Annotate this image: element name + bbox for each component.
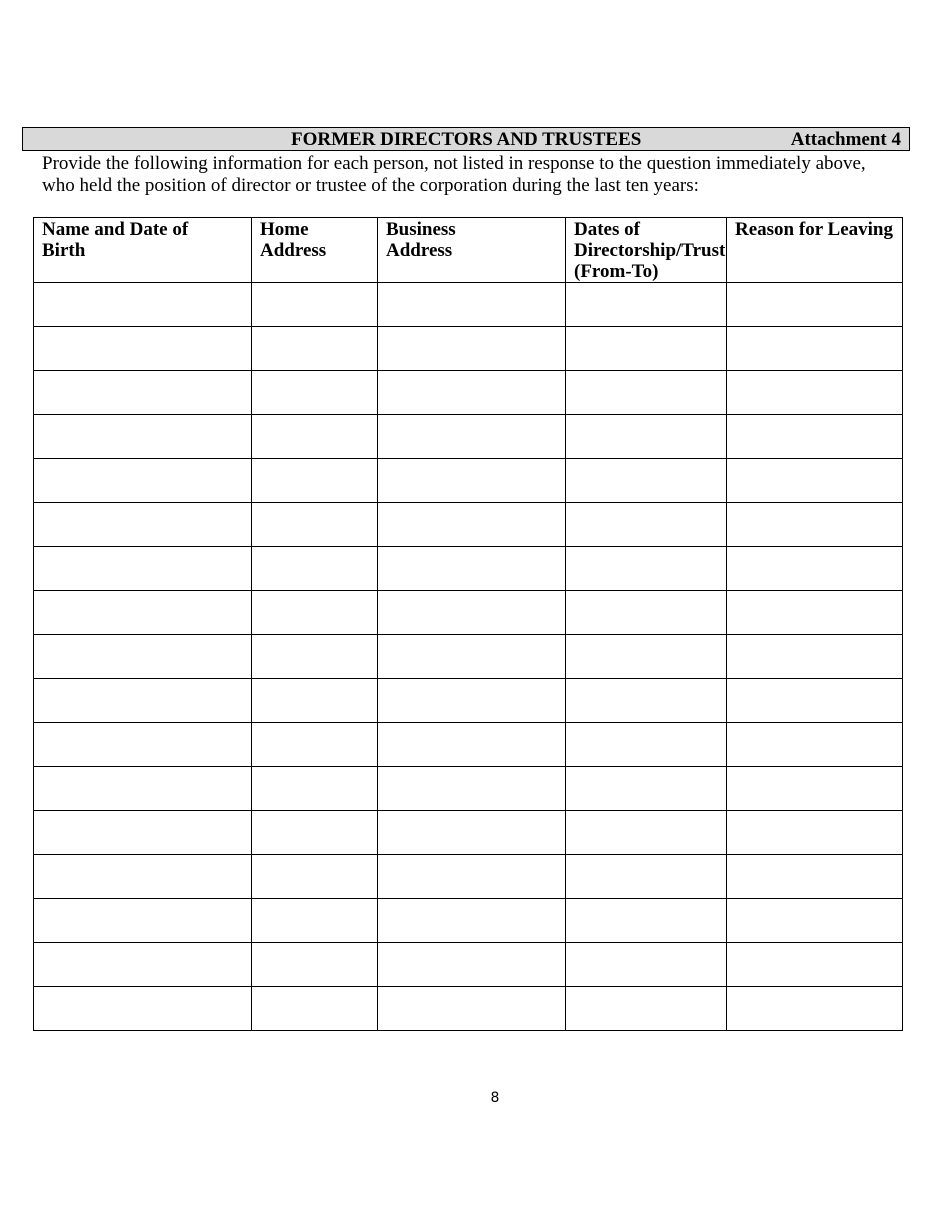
table-cell[interactable]	[252, 943, 378, 987]
table-cell[interactable]	[566, 767, 727, 811]
table-cell[interactable]	[566, 679, 727, 723]
table-cell[interactable]	[252, 503, 378, 547]
column-header-business-address: Business Address	[378, 218, 566, 283]
table-cell[interactable]	[566, 547, 727, 591]
table-cell[interactable]	[378, 943, 566, 987]
table-cell[interactable]	[252, 459, 378, 503]
attachment-label: Attachment 4	[790, 129, 901, 150]
table-cell[interactable]	[34, 635, 252, 679]
section-title: FORMER DIRECTORS AND TRUSTEES	[291, 129, 642, 150]
table-cell[interactable]	[252, 547, 378, 591]
table-row	[34, 899, 903, 943]
table-cell[interactable]	[727, 283, 903, 327]
table-cell[interactable]	[252, 327, 378, 371]
table-row	[34, 283, 903, 327]
table-row	[34, 547, 903, 591]
table-row	[34, 459, 903, 503]
instructions-line-2: who held the position of director or trustee of the corporation during the last ten years:	[42, 175, 699, 196]
table-cell[interactable]	[566, 459, 727, 503]
table-row	[34, 327, 903, 371]
table-cell[interactable]	[566, 811, 727, 855]
table-cell[interactable]	[34, 283, 252, 327]
table-row	[34, 591, 903, 635]
table-cell[interactable]	[727, 591, 903, 635]
table-cell[interactable]	[378, 327, 566, 371]
table-row	[34, 855, 903, 899]
table-header-row	[34, 218, 903, 283]
table-cell[interactable]	[34, 371, 252, 415]
table-cell[interactable]	[566, 371, 727, 415]
table-cell[interactable]	[34, 987, 252, 1031]
table-cell[interactable]	[378, 679, 566, 723]
table-cell[interactable]	[252, 679, 378, 723]
table-cell[interactable]	[252, 371, 378, 415]
table-cell[interactable]	[34, 591, 252, 635]
table-cell[interactable]	[252, 635, 378, 679]
table-cell[interactable]	[252, 723, 378, 767]
table-row	[34, 811, 903, 855]
table-cell[interactable]	[727, 635, 903, 679]
column-header-reason-for-leaving: Reason for Leaving	[727, 218, 903, 283]
table-cell[interactable]	[34, 459, 252, 503]
table-cell[interactable]	[378, 591, 566, 635]
table-cell[interactable]	[34, 899, 252, 943]
table-cell[interactable]	[566, 943, 727, 987]
table-cell[interactable]	[727, 415, 903, 459]
table-cell[interactable]	[34, 723, 252, 767]
table-row	[34, 767, 903, 811]
table-cell[interactable]	[34, 855, 252, 899]
table-cell[interactable]	[34, 547, 252, 591]
table-cell[interactable]	[378, 987, 566, 1031]
table-cell[interactable]	[566, 899, 727, 943]
table-cell[interactable]	[727, 371, 903, 415]
table-cell[interactable]	[34, 503, 252, 547]
table-cell[interactable]	[727, 679, 903, 723]
table-cell[interactable]	[378, 459, 566, 503]
table-cell[interactable]	[378, 415, 566, 459]
page-number: 8	[490, 1090, 500, 1106]
table-cell[interactable]	[566, 855, 727, 899]
table-row	[34, 635, 903, 679]
table-body	[34, 283, 903, 1031]
table-cell[interactable]	[378, 855, 566, 899]
former-directors-table	[33, 217, 903, 1031]
table-cell[interactable]	[727, 855, 903, 899]
table-cell[interactable]	[34, 327, 252, 371]
instructions-line-1: Provide the following information for each person, not listed in response to the question immediately above,	[42, 153, 866, 174]
table-cell[interactable]	[252, 987, 378, 1031]
column-header-name-dob: Name and Date of Birth	[34, 218, 252, 283]
table-cell[interactable]	[378, 503, 566, 547]
table-cell[interactable]	[378, 547, 566, 591]
table-cell[interactable]	[727, 943, 903, 987]
table-cell[interactable]	[566, 415, 727, 459]
table-cell[interactable]	[378, 283, 566, 327]
section-title-bar	[22, 127, 910, 151]
instructions-text	[42, 153, 902, 197]
table-cell[interactable]	[727, 547, 903, 591]
table-cell[interactable]	[378, 899, 566, 943]
table-cell[interactable]	[566, 503, 727, 547]
table-cell[interactable]	[378, 371, 566, 415]
table-cell[interactable]	[378, 767, 566, 811]
table-cell[interactable]	[252, 855, 378, 899]
table-cell[interactable]	[252, 811, 378, 855]
table-row	[34, 943, 903, 987]
table-cell[interactable]	[566, 987, 727, 1031]
table-cell[interactable]	[727, 767, 903, 811]
table-row	[34, 987, 903, 1031]
table-cell[interactable]	[378, 811, 566, 855]
table-row	[34, 415, 903, 459]
table-cell[interactable]	[566, 327, 727, 371]
table-cell[interactable]	[252, 283, 378, 327]
table-cell[interactable]	[252, 415, 378, 459]
table-cell[interactable]	[566, 591, 727, 635]
column-header-dates: Dates of Directorship/Trust (From-To)	[566, 218, 727, 283]
table-cell[interactable]	[727, 987, 903, 1031]
table-cell[interactable]	[727, 459, 903, 503]
table-row	[34, 503, 903, 547]
table-cell[interactable]	[566, 723, 727, 767]
table-cell[interactable]	[378, 723, 566, 767]
table-cell[interactable]	[252, 767, 378, 811]
table-cell[interactable]	[566, 635, 727, 679]
table-cell[interactable]	[34, 811, 252, 855]
table-row	[34, 371, 903, 415]
table-cell[interactable]	[252, 899, 378, 943]
table-cell[interactable]	[727, 327, 903, 371]
table-cell[interactable]	[34, 767, 252, 811]
table-cell[interactable]	[727, 899, 903, 943]
table-row	[34, 723, 903, 767]
table-row	[34, 679, 903, 723]
table-cell[interactable]	[378, 635, 566, 679]
table-cell[interactable]	[727, 503, 903, 547]
table-cell[interactable]	[566, 283, 727, 327]
table-cell[interactable]	[34, 943, 252, 987]
table-cell[interactable]	[34, 415, 252, 459]
table-cell[interactable]	[34, 679, 252, 723]
table-cell[interactable]	[727, 723, 903, 767]
column-header-home-address: Home Address	[252, 218, 378, 283]
table-cell[interactable]	[727, 811, 903, 855]
table-cell[interactable]	[252, 591, 378, 635]
